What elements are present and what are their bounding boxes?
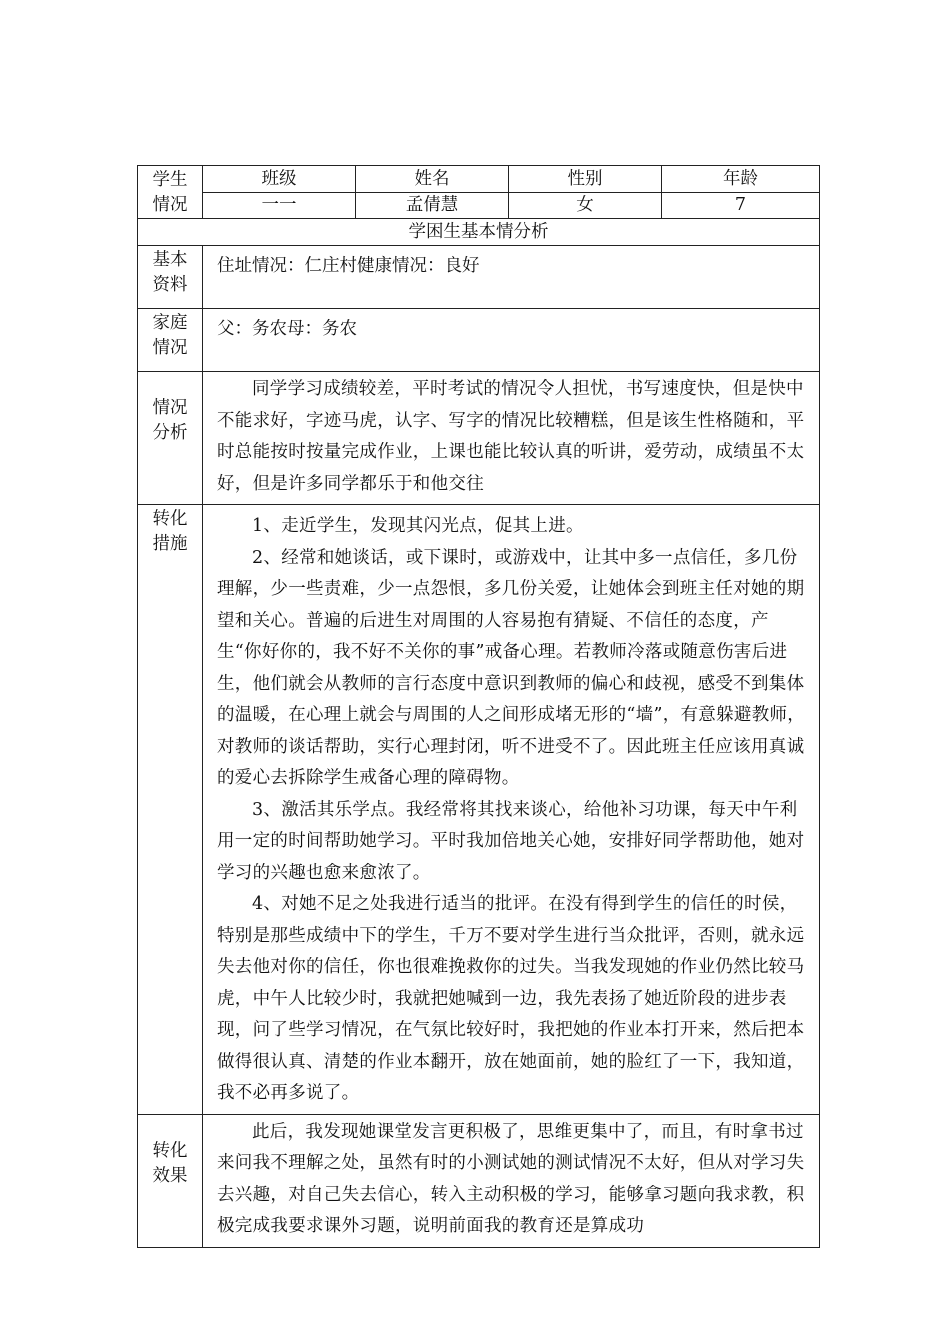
label-line: 基本 (152, 250, 188, 270)
student-record-table (137, 165, 820, 1248)
measure-paragraph: 1、走近学生，发现其闪光点，促其上进。 (252, 516, 584, 536)
label-line: 情况 (152, 195, 188, 215)
label-line: 情况 (152, 398, 188, 418)
student-info-header-row (138, 166, 820, 193)
label-line: 学生 (152, 170, 188, 190)
label-line: 资料 (152, 275, 188, 295)
measures-content (203, 505, 820, 1115)
situation-content (203, 372, 820, 505)
situation-text: 同学学习成绩较差，平时考试的情况令人担忧，书写速度快，但是快中不能求好，字迹马虎，认字、写字的情况比较糟糕，但是该生性格随和，平时总能按时按量完成作业，上课也能比较认真的听讲，爱劳动，成绩虽不太好，但是许多同学都乐于和他交往 (217, 379, 805, 494)
value-age: 7 (662, 192, 820, 219)
label-line: 转化 (152, 1140, 188, 1161)
basic-row (138, 246, 820, 309)
family-text: 父：务农母：务农 (217, 319, 357, 339)
family-label (138, 309, 203, 372)
measure-paragraph: 2、经常和她谈话，或下课时，或游戏中，让其中多一点信任，多几份理解，少一些责难，少一点怨恨，多几份关爱，让她体会到班主任对她的期望和关心。普遍的后进生对周围的人容易抱有猜疑、不信任的态度，产生“你好你的，我不好不关你的事”戒备心理。若教师冷落或随意伤害后进生，他们就会从教师的言行态度中意识到教师的偏心和歧视，感受不到集体的温暖，在心理上就会与周围的人之间形成堵无形的“墙”，有意躲避教师，对教师的谈话帮助，实行心理封闭，听不进受不了。因此班主任应该用真诚的爱心去拆除学生戒备心理的障碍物。 (217, 547, 806, 788)
label-line: 情况 (152, 338, 188, 358)
label-line: 转化 (152, 509, 188, 529)
student-info-value-row (138, 192, 820, 219)
family-row (138, 309, 820, 372)
header-class: 班级 (203, 166, 356, 193)
measures-label (138, 505, 203, 1115)
situation-label (138, 372, 203, 505)
label-line: 措施 (152, 534, 188, 554)
analysis-title: 学困生基本情分析 (138, 219, 820, 246)
measures-row (138, 505, 820, 1115)
family-content (203, 309, 820, 372)
basic-content (203, 246, 820, 309)
value-class: 一一 (203, 192, 356, 219)
header-age: 年龄 (662, 166, 820, 193)
label-line: 效果 (152, 1165, 188, 1186)
measure-paragraph: 3、激活其乐学点。我经常将其找来谈心，给他补习功课，每天中午利用一定的时间帮助她学习。平时我加倍地关心她，安排好同学帮助他，她对学习的兴趣也愈来愈浓了。 (217, 799, 805, 883)
student-info-label (138, 166, 203, 219)
analysis-title-row (138, 219, 820, 246)
effect-text: 此后，我发现她课堂发言更积极了，思维更集中了，而且，有时拿书过来问我不理解之处，虽然有时的小测试她的测试情况不太好，但从对学习失去兴趣，对自己失去信心，转入主动积极的学习，能够拿习题向我求教，积极完成我要求课外习题，说明前面我的教育还是算成功 (217, 1121, 805, 1236)
basic-label (138, 246, 203, 309)
basic-text: 住址情况：仁庄村健康情况：良好 (217, 256, 480, 276)
effect-row (138, 1114, 820, 1247)
situation-row (138, 372, 820, 505)
value-name: 孟倩慧 (356, 192, 509, 219)
label-line: 分析 (152, 423, 188, 443)
label-line: 家庭 (152, 313, 188, 333)
header-gender: 性别 (509, 166, 662, 193)
effect-content (203, 1114, 820, 1247)
effect-label (138, 1114, 203, 1247)
measure-paragraph: 4、对她不足之处我进行适当的批评。在没有得到学生的信任的时侯，特别是那些成绩中下的学生，千万不要对学生进行当众批评，否则，就永远失去他对你的信任，你也很难挽救你的过失。当我发现她的作业仍然比较马虎，中午人比较少时，我就把她喊到一边，我先表扬了她近阶段的进步表现，问了些学习情况，在气氛比较好时，我把她的作业本打开来，然后把本做得很认真、清楚的作业本翻开，放在她面前，她的脸红了一下，我知道，我不必再多说了。 (217, 894, 805, 1103)
value-gender: 女 (509, 192, 662, 219)
header-name: 姓名 (356, 166, 509, 193)
